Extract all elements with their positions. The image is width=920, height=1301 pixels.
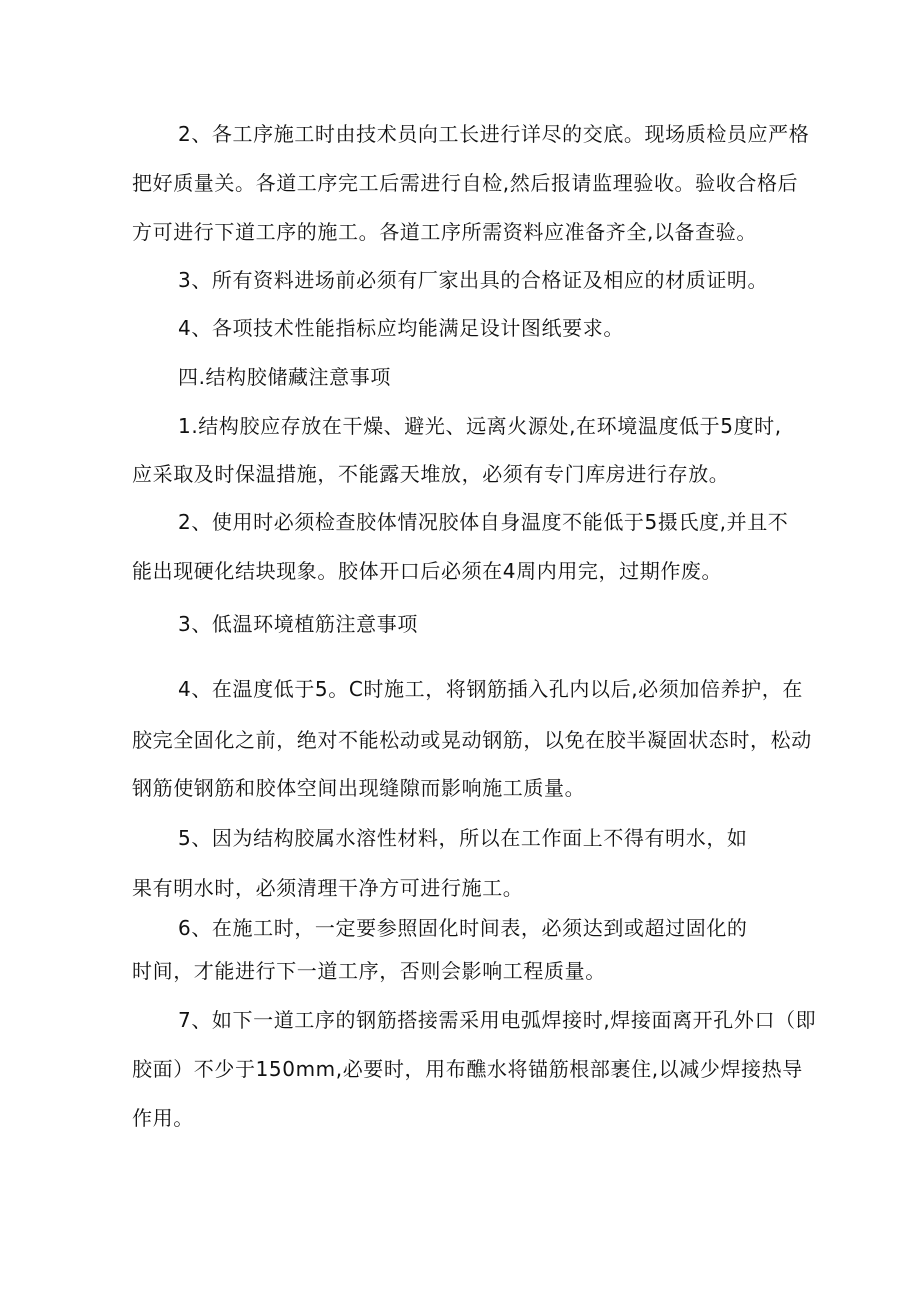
storage-1-line-1: 1.结构胶应存放在干燥、避光、远离火源处,在环境温度低于5度时,: [178, 414, 782, 438]
paragraph-2-line-1: 2、各工序施工时由技术员向工长进行详尽的交底。现场质检员应严格: [178, 122, 810, 146]
section-heading: 四.结构胶储藏注意事项: [178, 365, 391, 389]
storage-3: 3、低温环境植筋注意事项: [178, 612, 418, 636]
storage-7-line-2: 胶面）不少于150mm,必要时，用布醮水将锚筋根部裹住,以减少焊接热导: [132, 1057, 803, 1081]
storage-4-line-1: 4、在温度低于5。C时施工，将钢筋插入孔内以后,必须加倍养护，在: [178, 677, 803, 701]
storage-5-line-2: 果有明水时，必须清理干净方可进行施工。: [132, 876, 524, 900]
paragraph-3: 3、所有资料进场前必须有厂家出具的合格证及相应的材质证明。: [178, 268, 769, 292]
storage-5-line-1: 5、因为结构胶属水溶性材料，所以在工作面上不得有明水，如: [178, 826, 748, 850]
storage-6-line-2: 时间，才能进行下一道工序，否则会影响工程质量。: [132, 959, 606, 983]
storage-4-line-2: 胶完全固化之前，绝对不能松动或晃动钢筋，以免在胶半凝固状态时，松动: [132, 728, 812, 752]
storage-4-line-3: 钢筋使钢筋和胶体空间出现缝隙而影响施工质量。: [132, 776, 586, 800]
storage-1-line-2: 应采取及时保温措施，不能露天堆放，必须有专门库房进行存放。: [132, 462, 730, 486]
storage-2-line-2: 能出现硬化结块现象。胶体开口后必须在4周内用完，过期作废。: [132, 559, 723, 583]
paragraph-2-line-3: 方可进行下道工序的施工。各道工序所需资料应准备齐全,以备查验。: [132, 220, 757, 244]
storage-6-line-1: 6、在施工时，一定要参照固化时间表，必须达到或超过固化的: [178, 916, 748, 940]
storage-2-line-1: 2、使用时必须检查胶体情况胶体自身温度不能低于5摄氏度,并且不: [178, 510, 789, 534]
storage-7-line-3: 作用。: [132, 1106, 194, 1130]
storage-7-line-1: 7、如下一道工序的钢筋搭接需采用电弧焊接时,焊接面离开孔外口（即: [178, 1008, 817, 1032]
paragraph-2-line-2: 把好质量关。各道工序完工后需进行自检,然后报请监理验收。验收合格后: [132, 171, 799, 195]
paragraph-4: 4、各项技术性能指标应均能满足设计图纸要求。: [178, 316, 624, 340]
